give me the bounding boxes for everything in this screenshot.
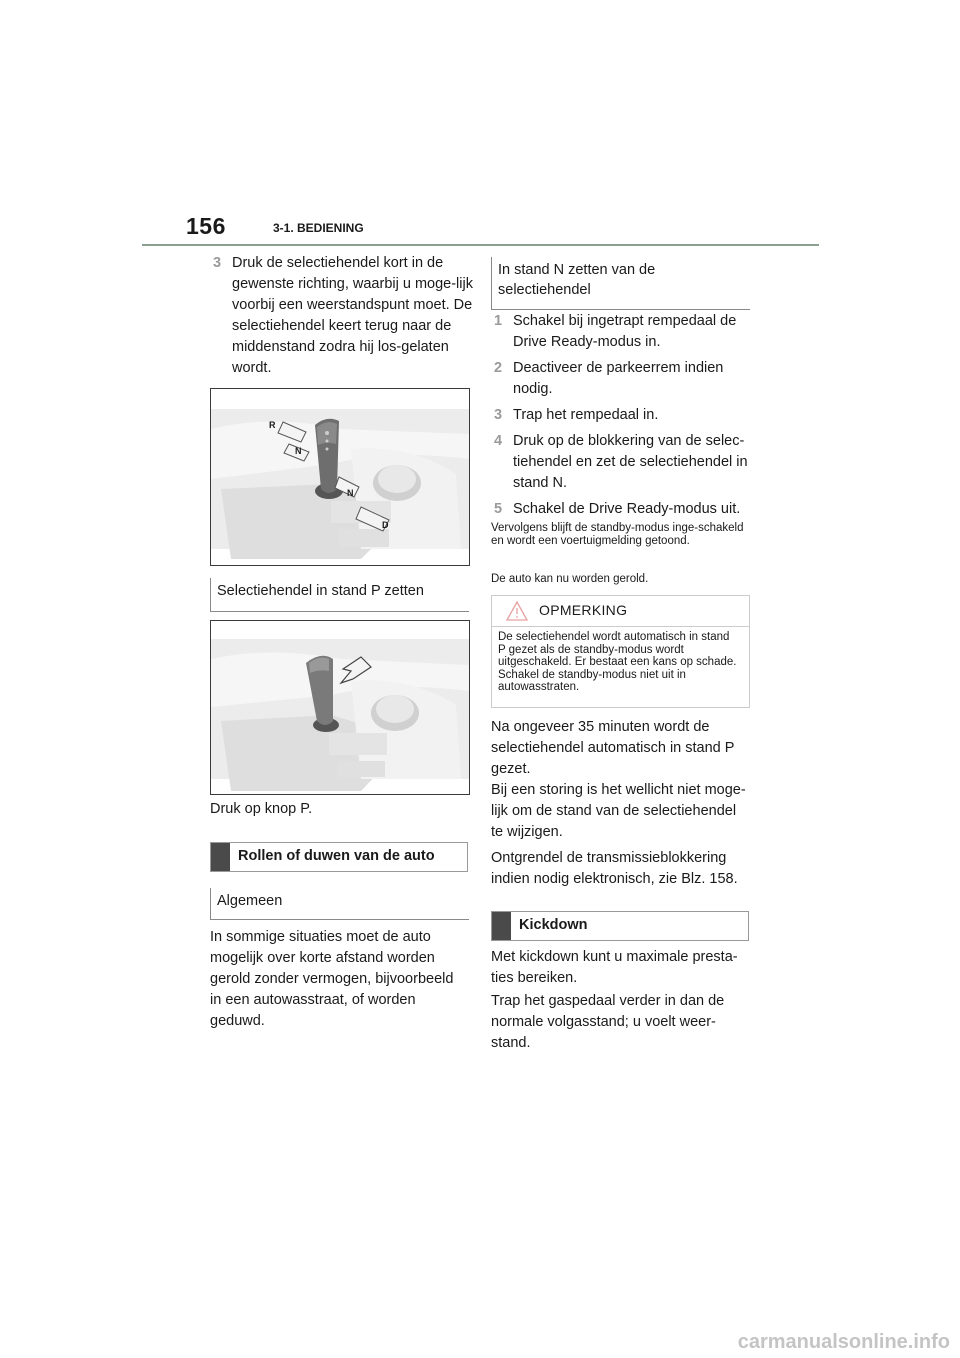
heading-label: Rollen of duwen van de auto <box>238 848 435 864</box>
step-2 <box>491 358 749 400</box>
sub-heading-general: Algemeen <box>210 888 469 920</box>
label-r: R <box>269 420 276 430</box>
selector-lever-illustration <box>211 389 469 565</box>
step-number: 2 <box>494 360 503 376</box>
heading-set-neutral: In stand N zetten van de selectiehendel <box>491 257 750 310</box>
step-text: Druk op de blokkering van de selec-tiehendel en zet de selectiehendel in stand N. <box>513 433 748 491</box>
step-3-select-direction <box>210 253 490 379</box>
heading-kickdown <box>491 911 749 941</box>
press-p-text: Druk op knop P. <box>210 801 313 817</box>
figure-press-p-button <box>210 620 470 795</box>
kickdown-text-2: Trap het gaspedaal verder in dan de normale volgasstand; u voelt weer-stand. <box>491 993 725 1051</box>
general-text: In sommige situaties moet de auto mogelijk over korte afstand worden gerold zonder vermogen, bijvoorbeeld in een autowasstraat, of worden geduwd. <box>210 929 454 1029</box>
step-number: 4 <box>494 433 503 449</box>
label-n-lower: N <box>347 488 354 498</box>
kickdown-text-1: Met kickdown kunt u maximale presta-ties bereiken. <box>491 949 738 986</box>
note-box <box>491 595 750 708</box>
step-number: 1 <box>494 313 503 329</box>
step-4 <box>491 431 749 494</box>
fault-text: Bij een storing is het wellicht niet moge-lijk om de stand van de selectiehendel te wijzigen. <box>491 782 746 840</box>
heading-marker <box>492 912 511 940</box>
step-text: Druk de selectiehendel kort in de gewenste richting, waarbij u moge-lijk voorbij een weerstandspunt moet. De selectiehendel keert terug naar de middenstand zodra hij los-gelaten wordt. <box>232 255 473 376</box>
note-text: De selectiehendel wordt automatisch in stand P gezet als de standby-modus wordt uitgeschakeld. Er bestaat een kans op schade. Schakel de standby-modus niet uit in autowasstraten. <box>498 631 737 693</box>
unlock-text: Ontgrendel de transmissieblokkering indien nodig elektronisch, zie Blz. 158. <box>491 850 738 887</box>
neutral-steps-list <box>491 311 749 520</box>
standby-text: Vervolgens blijft de standby-modus inge-schakeld en wordt een voertuigmelding getoond. <box>491 522 744 547</box>
step-text: Trap het rempedaal in. <box>513 407 659 423</box>
step-number: 3 <box>213 255 222 271</box>
figure-selector-lever-positions <box>210 388 470 566</box>
heading-label: Kickdown <box>519 917 588 933</box>
step-text: Deactiveer de parkeerrem indien nodig. <box>513 360 724 397</box>
section-title: 3-1. BEDIENING <box>273 221 364 235</box>
header-rule <box>142 244 819 246</box>
step-text: Schakel de Drive Ready-modus uit. <box>513 501 741 517</box>
press-p-illustration <box>211 621 469 794</box>
step-5 <box>491 499 749 520</box>
step-number: 5 <box>494 501 503 517</box>
page-number: 156 <box>186 213 226 239</box>
step-number: 3 <box>494 407 503 423</box>
step-text: Schakel bij ingetrapt rempedaal de Drive Ready-modus in. <box>513 313 737 350</box>
warning-icon <box>505 600 529 622</box>
rolled-text: De auto kan nu worden gerold. <box>491 573 649 585</box>
heading-rolling-pushing <box>210 842 468 872</box>
heading-marker <box>211 843 230 871</box>
note-title: OPMERKING <box>539 602 628 618</box>
watermark: carmanualsonline.info <box>737 1331 950 1353</box>
caption-p-heading: Selectiehendel in stand P zetten <box>210 578 469 612</box>
label-d: D <box>382 520 389 530</box>
label-n-upper: N <box>295 446 302 456</box>
note-header <box>492 596 749 627</box>
step-3 <box>491 405 749 426</box>
step-1 <box>491 311 749 353</box>
auto-p-text: Na ongeveer 35 minuten wordt de selectiehendel automatisch in stand P gezet. <box>491 719 735 777</box>
